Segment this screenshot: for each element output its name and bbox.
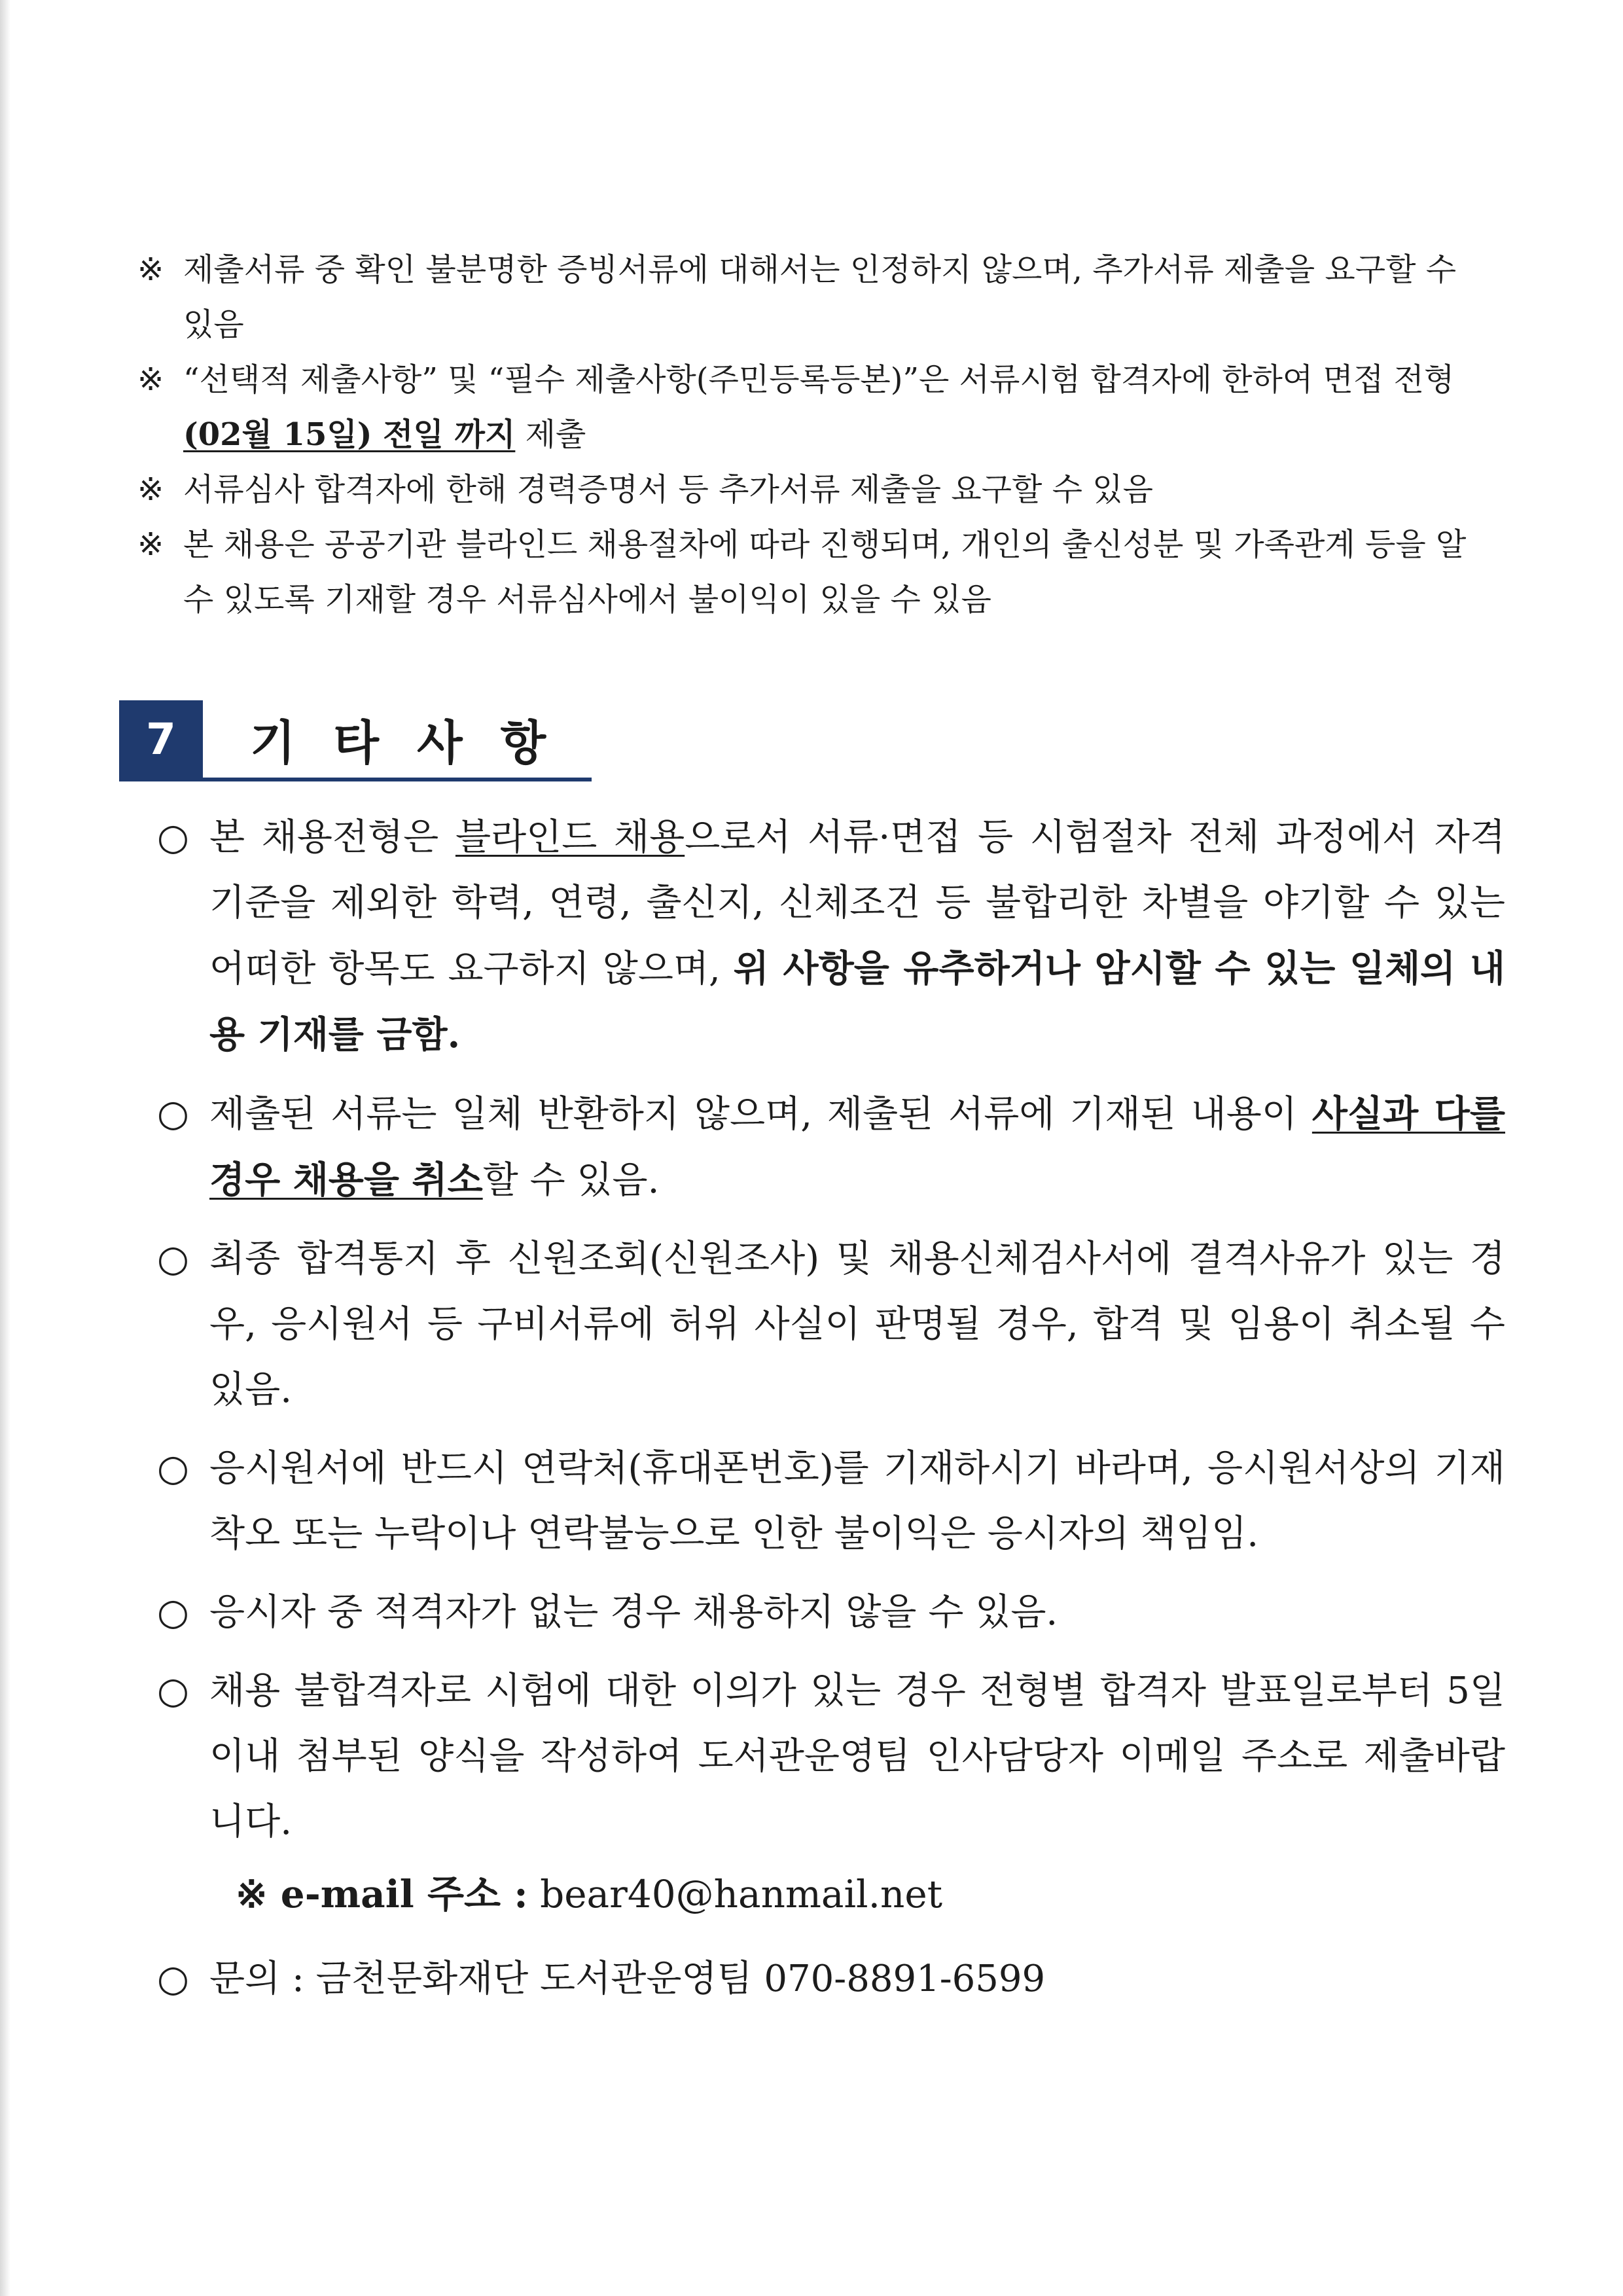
bullet-circle: ○	[157, 1958, 189, 2000]
item-text	[209, 805, 1505, 1068]
section-heading	[119, 700, 592, 780]
reference-mark: ※	[137, 361, 164, 398]
note-text: 본 채용은 공공기관 블라인드 채용절차에 따라 진행되며, 개인의 출신성분 및 가족관계 등을 알 수 있도록 기재할 경우 서류심사에서 불이익이 있을 수 있음	[183, 526, 1467, 618]
list-item	[157, 1436, 1505, 1567]
contact-item	[157, 1946, 1505, 2012]
item-text-mid: 으로서 서류·면접 등 시험절차 전체 과정에서 자격 기준을 제외한 학력, 연령, 출신지, 신체조건 등 불합리한 차별을 야기할 수 있는 어떠한 항목도 요구하지 않으며,	[209, 816, 1505, 990]
interview-deadline: (02월 15일) 전일 까지	[183, 416, 516, 453]
email-address[interactable]: bear40@hanmail.net	[540, 1872, 943, 1916]
item-text	[209, 1081, 1505, 1213]
bullet-circle: ○	[157, 1447, 189, 1490]
bullet-circle: ○	[157, 816, 189, 859]
note-text: 제출서류 중 확인 불분명한 증빙서류에 대해서는 인정하지 않으며, 추가서류 제출을 요구할 수 있음	[183, 251, 1457, 343]
items-list	[157, 805, 1505, 2025]
item-text: 응시자 중 적격자가 없는 경우 채용하지 않을 수 있음.	[209, 1591, 1058, 1634]
reference-mark: ※	[137, 251, 164, 288]
scan-edge-shadow	[0, 0, 10, 2296]
item-text: 응시원서에 반드시 연락처(휴대폰번호)를 기재하시기 바라며, 응시원서상의 기재착오 또는 누락이나 연락불능으로 인한 불이익은 응시자의 책임임.	[209, 1447, 1505, 1555]
bullet-circle: ○	[157, 1670, 189, 1712]
bullet-circle: ○	[157, 1591, 189, 1634]
note-text-pre: “선택적 제출사항” 및 “필수 제출사항(주민등록등본)”은 서류시험 합격자에 한하여 면접 전형	[183, 361, 1455, 398]
email-line	[157, 1861, 1505, 1927]
note-text	[183, 352, 1492, 462]
cancellation-notice: 사실과 다를 경우 채용을 취소	[209, 1092, 1505, 1202]
item-text-pre: 본 채용전형은	[209, 816, 455, 859]
notes-block	[137, 242, 1492, 627]
reference-mark: ※	[137, 526, 164, 563]
item-text-post: 할 수 있음.	[482, 1159, 660, 1202]
bullet-circle: ○	[157, 1238, 189, 1280]
section-number: 7	[119, 700, 203, 778]
note-text: 서류심사 합격자에 한해 경력증명서 등 추가서류 제출을 요구할 수 있음	[183, 471, 1153, 508]
blind-hiring-term: 블라인드 채용	[455, 816, 685, 859]
section-underline	[119, 778, 592, 781]
email-label: ※ e-mail 주소 :	[236, 1872, 528, 1916]
note-item	[137, 352, 1492, 462]
list-item	[157, 1081, 1505, 1213]
item-text-pre: 제출된 서류는 일체 반환하지 않으며, 제출된 서류에 기재된 내용이	[209, 1093, 1312, 1136]
section-title: 기타사항	[250, 715, 584, 770]
list-item	[157, 1659, 1505, 1855]
note-item	[137, 517, 1492, 627]
reference-mark: ※	[137, 471, 164, 508]
contact-text: 문의 : 금천문화재단 도서관운영팀 070-8891-6599	[209, 1958, 1046, 2000]
prohibition-notice: 위 사항을 유추하거나 암시할 수 있는 일체의 내용 기재를 금함.	[209, 947, 1505, 1056]
item-text: 채용 불합격자로 시험에 대한 이의가 있는 경우 전형별 합격자 발표일로부터 5일 이내 첨부된 양식을 작성하여 도서관운영팀 인사담당자 이메일 주소로 제출바랍니다.	[209, 1670, 1505, 1843]
item-text: 최종 합격통지 후 신원조회(신원조사) 및 채용신체검사서에 결격사유가 있는 경우, 응시원서 등 구비서류에 허위 사실이 판명될 경우, 합격 및 임용이 취소될 수 있음.	[209, 1238, 1505, 1411]
note-item	[137, 242, 1492, 352]
list-item	[157, 1227, 1505, 1423]
note-text-post: 제출	[515, 416, 586, 453]
note-item	[137, 462, 1492, 517]
list-item	[157, 1580, 1505, 1645]
bullet-circle: ○	[157, 1092, 189, 1135]
list-item	[157, 805, 1505, 1068]
